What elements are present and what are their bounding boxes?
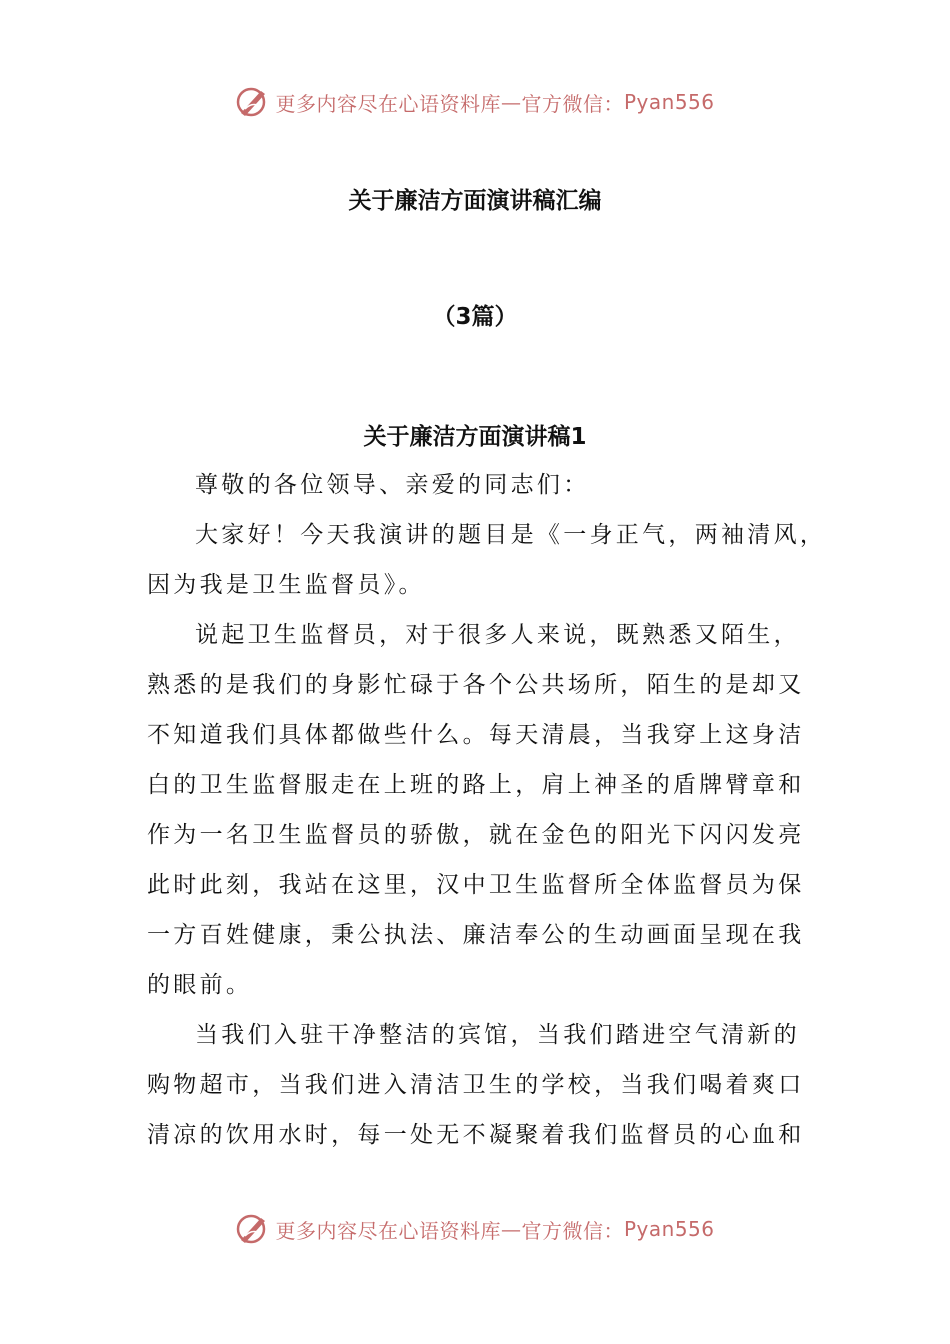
text-line: 作为一名卫生监督员的骄傲，就在金色的阳光下闪闪发亮 bbox=[147, 822, 805, 848]
text-line: 熟悉的是我们的身影忙碌于各个公共场所，陌生的是却又 bbox=[147, 672, 805, 698]
document-count: （3篇） bbox=[432, 304, 518, 330]
watermark-site-text: 更多内容尽在心语资料库 bbox=[275, 91, 501, 116]
watermark-wechat-id: Pyan556 bbox=[623, 90, 715, 114]
watermark-dash: — bbox=[500, 90, 522, 114]
text-line: 清凉的饮用水时，每一处无不凝聚着我们监督员的心血和 bbox=[147, 1122, 805, 1148]
text-line: 尊敬的各位领导、亲爱的同志们： bbox=[195, 472, 590, 498]
text-line: 此时此刻，我站在这里，汉中卫生监督所全体监督员为保 bbox=[147, 872, 805, 898]
watermark-header bbox=[0, 82, 950, 122]
watermark-wechat-label: 官方微信： bbox=[521, 1218, 624, 1243]
document-body bbox=[147, 460, 827, 1160]
document-title: 关于廉洁方面演讲稿汇编 bbox=[348, 188, 602, 214]
text-line: 不知道我们具体都做些什么。每天清晨，当我穿上这身洁 bbox=[147, 722, 805, 748]
watermark-footer bbox=[0, 1209, 950, 1249]
text-line: 一方百姓健康，秉公执法、廉洁奉公的生动画面呈现在我 bbox=[147, 922, 805, 948]
text-line: 说起卫生监督员，对于很多人来说，既熟悉又陌生， bbox=[195, 622, 800, 648]
section-title: 关于廉洁方面演讲稿1 bbox=[363, 424, 587, 450]
pen-logo-icon bbox=[235, 85, 269, 119]
watermark-wechat-id: Pyan556 bbox=[623, 1217, 715, 1241]
watermark-dash: — bbox=[500, 1217, 522, 1241]
text-line: 白的卫生监督服走在上班的路上，肩上神圣的盾牌臂章和 bbox=[147, 772, 805, 798]
text-line: 大家好！今天我演讲的题目是《一身正气，两袖清风， bbox=[195, 522, 827, 548]
watermark-site-text: 更多内容尽在心语资料库 bbox=[275, 1218, 501, 1243]
pen-logo-icon bbox=[235, 1212, 269, 1246]
watermark-wechat-label: 官方微信： bbox=[521, 91, 624, 116]
text-line: 的眼前。 bbox=[147, 972, 253, 998]
text-line: 购物超市，当我们进入清洁卫生的学校，当我们喝着爽口 bbox=[147, 1072, 805, 1098]
text-line: 因为我是卫生监督员》。 bbox=[147, 572, 425, 598]
text-line: 当我们入驻干净整洁的宾馆，当我们踏进空气清新的 bbox=[195, 1022, 800, 1048]
